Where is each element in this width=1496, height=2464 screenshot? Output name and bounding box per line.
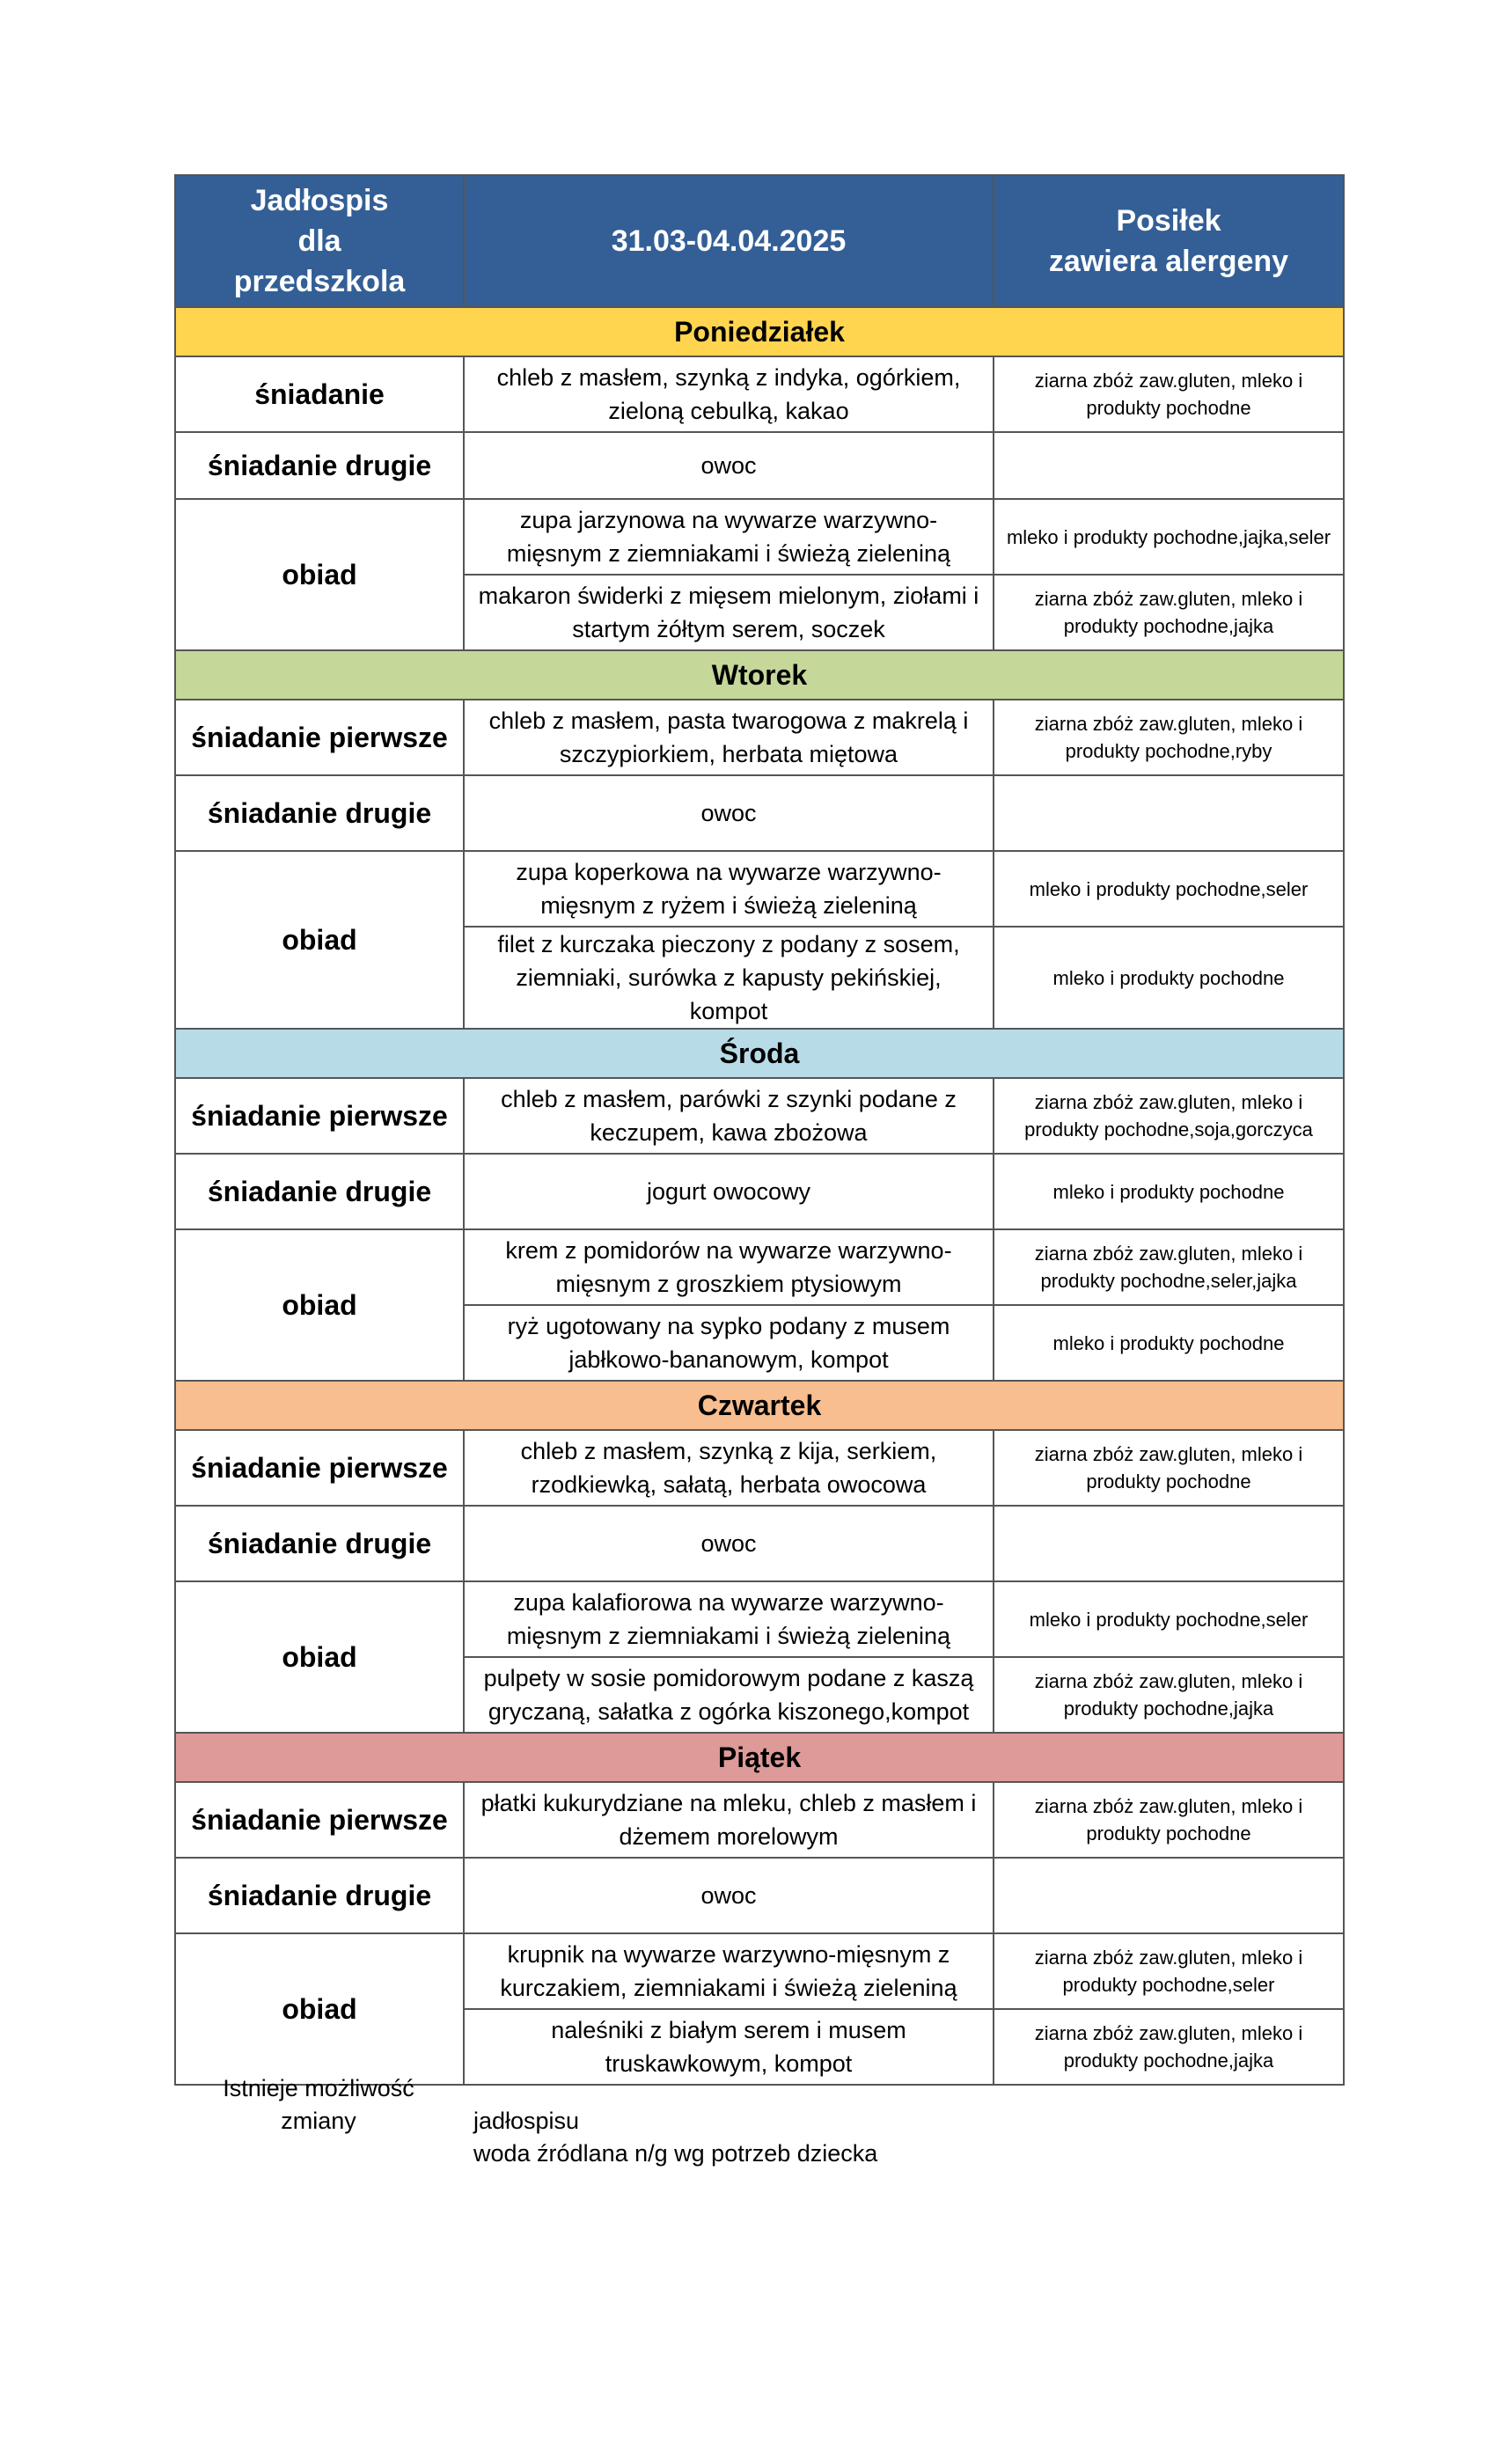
meal-name: śniadanie pierwsze [175, 1078, 464, 1154]
change-note-line: Istnieje możliwość [223, 2075, 414, 2101]
meal-row [175, 1933, 1344, 2009]
dish: chleb z masłem, szynką z indyka, ogórkiem, zieloną cebulką, kakao [464, 356, 994, 432]
meal-row [175, 1782, 1344, 1858]
allergens: ziarna zbóż zaw.gluten, mleko i produkty pochodne,soja,gorczyca [994, 1078, 1344, 1154]
meal-name: śniadanie drugie [175, 1154, 464, 1229]
date-range: 31.03-04.04.2025 [464, 175, 994, 307]
allergens: ziarna zbóż zaw.gluten, mleko i produkty pochodne [994, 1430, 1344, 1506]
day-row [175, 1733, 1344, 1782]
meal-row [175, 1229, 1344, 1305]
dish: zupa koperkowa na wywarze warzywno-mięsnym z ryżem i świeżą zieleniną [464, 851, 994, 927]
meal-row [175, 499, 1344, 575]
meal-row [175, 356, 1344, 432]
change-note [174, 2072, 463, 2138]
dish: owoc [464, 432, 994, 499]
meal-name: śniadanie drugie [175, 1506, 464, 1581]
dish: chleb z masłem, pasta twarogowa z makrelą i szczypiorkiem, herbata miętowa [464, 700, 994, 775]
allergens: mleko i produkty pochodne [994, 1154, 1344, 1229]
allergens: ziarna zbóż zaw.gluten, mleko i produkty pochodne [994, 1782, 1344, 1858]
meal-name: śniadanie pierwsze [175, 700, 464, 775]
meal-name: śniadanie drugie [175, 775, 464, 851]
allergen-header-line: Posiłek [1116, 204, 1221, 238]
water-note: woda źródlana n/g wg potrzeb dziecka [473, 2140, 878, 2167]
day-name: Środa [175, 1029, 1344, 1078]
day-name: Poniedziałek [175, 307, 1344, 356]
meal-name: obiad [175, 1933, 464, 2085]
dish: naleśniki z białym serem i musem truskawkowym, kompot [464, 2009, 994, 2085]
dish: pulpety w sosie pomidorowym podane z kaszą gryczaną, sałatka z ogórka kiszonego,kompot [464, 1657, 994, 1733]
dish: zupa kalafiorowa na wywarze warzywno-mięsnym z ziemniakami i świeżą zieleniną [464, 1581, 994, 1657]
dish: makaron świderki z mięsem mielonym, ziołami i startym żółtym serem, soczek [464, 575, 994, 650]
allergens: ziarna zbóż zaw.gluten, mleko i produkty pochodne,seler [994, 1933, 1344, 2009]
allergens: ziarna zbóż zaw.gluten, mleko i produkty pochodne [994, 356, 1344, 432]
meal-row [175, 1154, 1344, 1229]
allergens: mleko i produkty pochodne [994, 927, 1344, 1029]
allergen-header-line: zawiera alergeny [1048, 245, 1289, 278]
change-note-line: zmiany [281, 2108, 356, 2134]
meal-row [175, 1078, 1344, 1154]
menu-title-line: Jadłospis [250, 184, 389, 217]
meal-row [175, 1506, 1344, 1581]
allergens: mleko i produkty pochodne,seler [994, 1581, 1344, 1657]
dish: płatki kukurydziane na mleku, chleb z masłem i dżemem morelowym [464, 1782, 994, 1858]
meal-name: obiad [175, 499, 464, 650]
dish: chleb z masłem, parówki z szynki podane z keczupem, kawa zbożowa [464, 1078, 994, 1154]
dish: krupnik na wywarze warzywno-mięsnym z kurczakiem, ziemniakami i świeżą zieleniną [464, 1933, 994, 2009]
dish: ryż ugotowany na sypko podany z musem jabłkowo-bananowym, kompot [464, 1305, 994, 1381]
meal-row [175, 1581, 1344, 1657]
menu-table [174, 174, 1345, 2086]
meal-name: śniadanie [175, 356, 464, 432]
meal-name: śniadanie pierwsze [175, 1430, 464, 1506]
meal-name: śniadanie drugie [175, 1858, 464, 1933]
day-row [175, 1029, 1344, 1078]
dish: krem z pomidorów na wywarze warzywno-mięsnym z groszkiem ptysiowym [464, 1229, 994, 1305]
day-name: Czwartek [175, 1381, 1344, 1430]
meal-row [175, 851, 1344, 927]
meal-name: obiad [175, 851, 464, 1029]
meal-name: obiad [175, 1229, 464, 1381]
change-note-continuation: jadłospisu [473, 2108, 580, 2134]
allergens: ziarna zbóż zaw.gluten, mleko i produkty pochodne,seler,jajka [994, 1229, 1344, 1305]
allergens [994, 775, 1344, 851]
meal-name: obiad [175, 1581, 464, 1733]
allergens: ziarna zbóż zaw.gluten, mleko i produkty pochodne,jajka [994, 575, 1344, 650]
dish: jogurt owocowy [464, 1154, 994, 1229]
dish: zupa jarzynowa na wywarze warzywno-mięsnym z ziemniakami i świeżą zieleniną [464, 499, 994, 575]
meal-row [175, 1430, 1344, 1506]
meal-row [175, 1858, 1344, 1933]
allergens: ziarna zbóż zaw.gluten, mleko i produkty pochodne,jajka [994, 2009, 1344, 2085]
allergens: ziarna zbóż zaw.gluten, mleko i produkty pochodne,jajka [994, 1657, 1344, 1733]
allergens [994, 1858, 1344, 1933]
dish: owoc [464, 775, 994, 851]
dish: owoc [464, 1858, 994, 1933]
menu-title-line: dla [297, 224, 341, 258]
meal-row [175, 700, 1344, 775]
allergens: ziarna zbóż zaw.gluten, mleko i produkty pochodne,ryby [994, 700, 1344, 775]
allergens: mleko i produkty pochodne [994, 1305, 1344, 1381]
menu-title [175, 175, 464, 307]
day-row [175, 307, 1344, 356]
meal-name: śniadanie drugie [175, 432, 464, 499]
dish: chleb z masłem, szynką z kija, serkiem, rzodkiewką, sałatą, herbata owocowa [464, 1430, 994, 1506]
day-row [175, 1381, 1344, 1430]
allergens [994, 1506, 1344, 1581]
meal-row [175, 432, 1344, 499]
day-name: Wtorek [175, 650, 1344, 700]
menu-title-line: przedszkola [233, 265, 406, 298]
meal-row [175, 775, 1344, 851]
allergens: mleko i produkty pochodne,jajka,seler [994, 499, 1344, 575]
day-name: Piątek [175, 1733, 1344, 1782]
meal-name: śniadanie pierwsze [175, 1782, 464, 1858]
allergens [994, 432, 1344, 499]
header-row [175, 175, 1344, 307]
dish: owoc [464, 1506, 994, 1581]
allergens: mleko i produkty pochodne,seler [994, 851, 1344, 927]
allergen-header [994, 175, 1344, 307]
day-row [175, 650, 1344, 700]
menu-body [175, 175, 1344, 2085]
dish: filet z kurczaka pieczony z podany z sosem, ziemniaki, surówka z kapusty pekińskiej, kompot [464, 927, 994, 1029]
